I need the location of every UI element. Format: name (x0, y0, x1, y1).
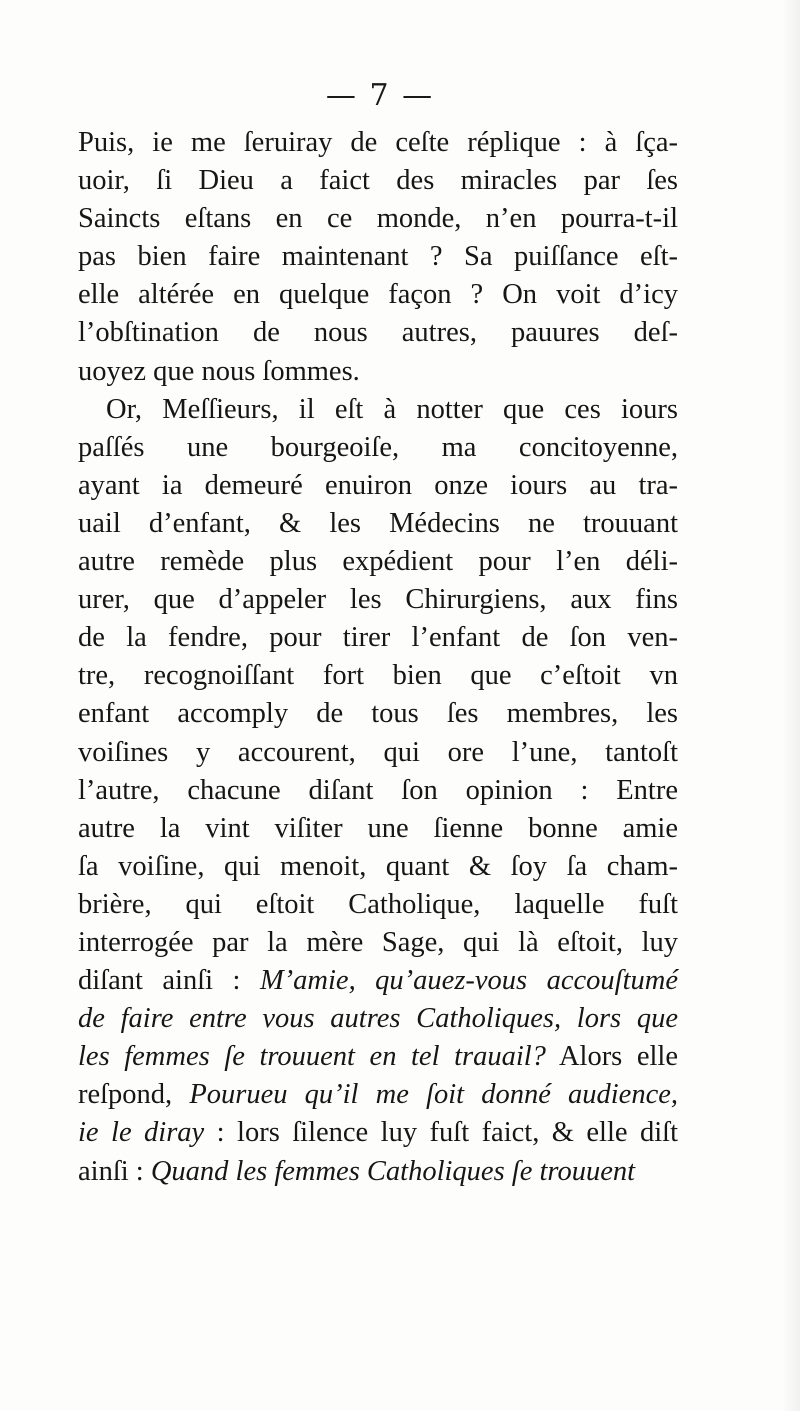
text-line (78, 772, 678, 810)
text-line (78, 657, 678, 695)
text-segment: Alors elle (545, 1041, 678, 1073)
italic-text: les femmes ſe trouuent en tel trauail? (78, 1041, 546, 1073)
text-line (78, 1076, 678, 1114)
text-segment: Saincts eſtans en ce monde, n’en pourra-t-il (78, 203, 678, 235)
text-line (78, 1114, 678, 1152)
text-segment: uoyez que nous ſommes. (78, 355, 360, 387)
text-segment: voiſines y accourent, qui ore l’une, tantoſt (78, 736, 678, 768)
text-segment: pas bien faire maintenant ? Sa puiſſance eſt- (78, 241, 678, 273)
text-segment: Or, Meſſieurs, il eſt à notter que ces iours (106, 393, 678, 425)
text-segment: urer, que d’appeler les Chirurgiens, aux fins (78, 584, 678, 616)
text-line (78, 162, 678, 200)
text-line (78, 962, 678, 1000)
text-segment: autre la vint viſiter une ſienne bonne amie (78, 812, 678, 844)
text-segment: uail d’enfant, & les Médecins ne trouuant (78, 507, 678, 539)
text-line (78, 886, 678, 924)
text-segment: reſpond, (78, 1079, 190, 1111)
text-line (78, 505, 678, 543)
text-segment: ainſi : (78, 1155, 151, 1187)
text-segment: l’obſtination de nous autres, pauures deſ- (78, 317, 678, 349)
text-line (78, 924, 678, 962)
text-line (78, 734, 678, 772)
text-segment: tre, recognoiſſant fort bien que c’eſtoit vn (78, 660, 678, 692)
text-segment: elle altérée en quelque façon ? On voit d’icy (78, 279, 678, 311)
text-segment: autre remède plus expédient pour l’en déli- (78, 546, 678, 578)
text-segment: paſſés une bourgeoiſe, ma concitoyenne, (78, 431, 678, 463)
text-line (78, 1038, 678, 1076)
text-line (78, 581, 678, 619)
text-line (78, 695, 678, 733)
text-line (78, 124, 678, 162)
italic-text: de faire entre vous autres Catholiques, lors que (78, 1003, 678, 1035)
text-segment: de la fendre, pour tirer l’enfant de ſon ven- (78, 622, 678, 654)
text-segment: uoir, ſi Dieu a faict des miracles par ſes (78, 165, 678, 197)
text-segment: enfant accomply de tous ſes membres, les (78, 698, 678, 730)
text-line (78, 619, 678, 657)
text-line (78, 1153, 678, 1191)
page-edge-shadow (782, 0, 800, 1411)
text-line (78, 276, 678, 314)
text-line (78, 391, 678, 429)
text-line (78, 238, 678, 276)
text-segment: : lors ſilence luy fuſt faict, & elle diſt (204, 1117, 678, 1149)
text-line (78, 353, 678, 391)
text-line (78, 543, 678, 581)
text-line (78, 810, 678, 848)
text-line (78, 848, 678, 886)
italic-text: M’amie, qu’auez-vous accouſtumé (259, 965, 678, 997)
page-number: — 7 — (325, 78, 435, 113)
text-line (78, 314, 678, 352)
text-segment: brière, qui eſtoit Catholique, laquelle fuſt (78, 888, 678, 920)
text-line (78, 429, 678, 467)
text-segment: Puis, ie me ſeruiray de ceſte réplique : à ſça- (78, 127, 678, 158)
italic-text: Pourueu qu’il me ſoit donné audience, (189, 1079, 678, 1111)
body-text (78, 124, 678, 1191)
text-segment: interrogée par la mère Sage, qui là eſtoit, luy (78, 926, 678, 958)
text-segment: l’autre, chacune diſant ſon opinion : Entre (78, 774, 678, 806)
italic-text: Quand les femmes Catholiques ſe trouuent (150, 1155, 636, 1187)
italic-text: ie le diray (78, 1117, 205, 1149)
text-segment: ſa voiſine, qui menoit, quant & ſoy ſa cham- (78, 850, 678, 882)
text-line (78, 1000, 678, 1038)
text-line (78, 200, 678, 238)
text-segment: ayant ia demeuré enuiron onze iours au tra- (78, 469, 678, 501)
text-line (78, 467, 678, 505)
text-segment: diſant ainſi : (78, 965, 260, 997)
